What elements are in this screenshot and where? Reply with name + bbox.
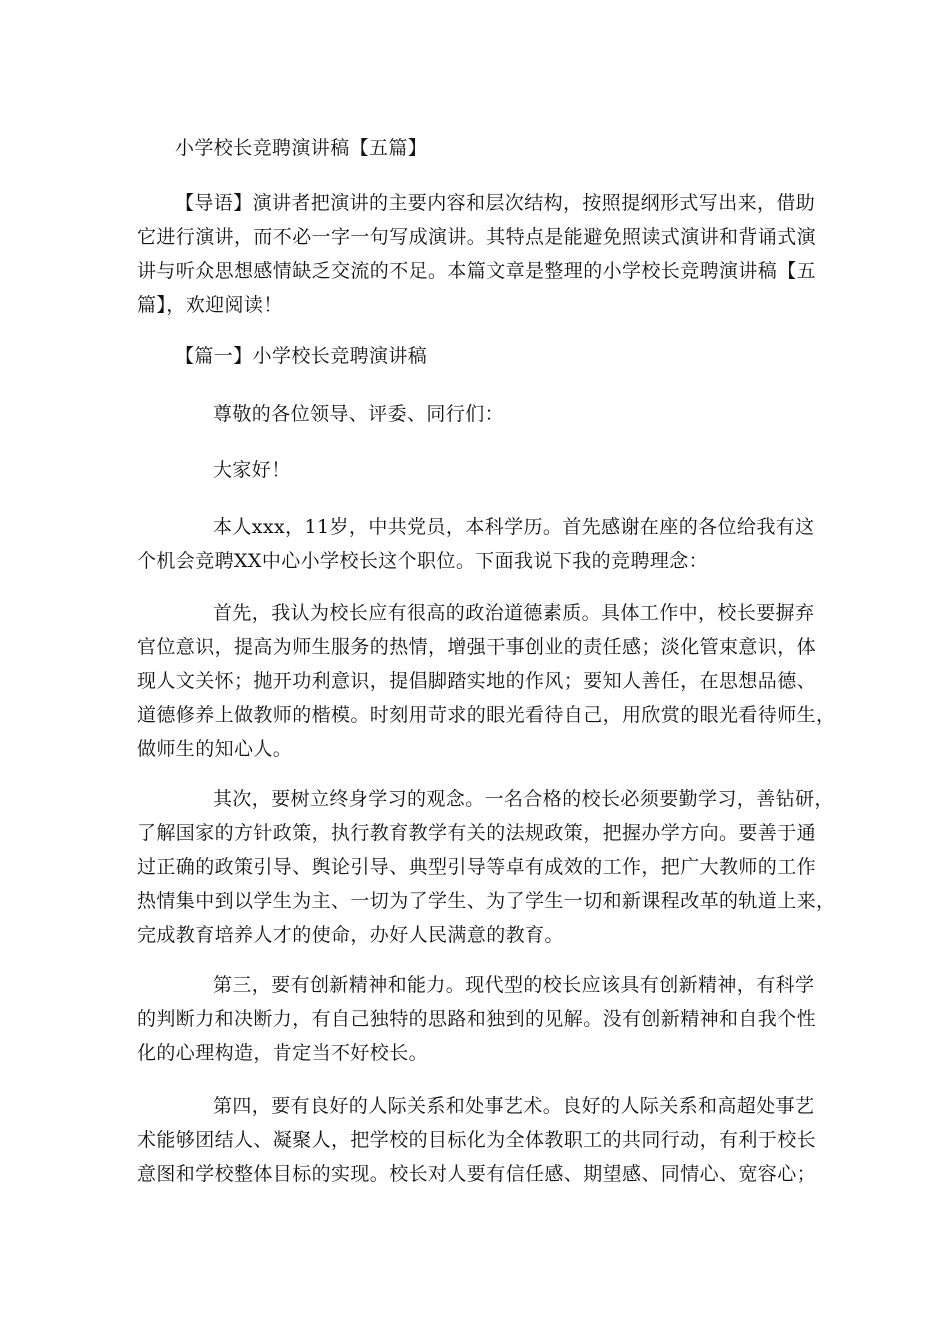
paragraph-line: 本人xxx，11岁，中共党员，本科学历。首先感谢在座的各位给我有这 [213, 516, 815, 538]
self-intro-paragraph [137, 510, 817, 578]
paragraph-line: 官位意识，提高为师生服务的热情，增强干事创业的责任感；淡化管束意识，体 [137, 636, 817, 658]
section-heading [175, 339, 855, 373]
paragraph-line: 其次，要树立终身学习的观念。一名合格的校长必须要勤学习，善钻研， [213, 788, 834, 810]
paragraph-line: 现人文关怀；抛开功利意识，提倡脚踏实地的作风；要知人善任，在思想品德、 [137, 670, 817, 692]
title-line: 小学校长竞聘演讲稿【五篇】 [175, 137, 428, 159]
first-point-paragraph [137, 596, 836, 766]
paragraph-line: 完成教育培养人才的使命，办好人民满意的教育。 [137, 924, 564, 946]
intro-line: 篇】，欢迎阅读！ [137, 294, 283, 316]
paragraph-line: 过正确的政策引导、舆论引导、典型引导等卓有成效的工作，把广大教师的工作 [137, 856, 817, 878]
second-point-paragraph [137, 782, 836, 952]
salutation [213, 397, 893, 431]
paragraph-line: 的判断力和决断力，有自己独特的思路和独到的见解。没有创新精神和自我个性 [137, 1008, 817, 1030]
paragraph-line: 道德修养上做教师的楷模。时刻用苛求的眼光看待自己，用欣赏的眼光看待师生， [137, 704, 836, 726]
paragraph-line: 化的心理构造，肯定当不好校长。 [137, 1042, 429, 1064]
paragraph-line: 首先，我认为校长应有很高的政治道德素质。具体工作中，校长要摒弃 [213, 602, 815, 624]
paragraph-line: 个机会竞聘XX中心小学校长这个职位。下面我说下我的竞聘理念： [137, 550, 709, 572]
third-point-paragraph [137, 968, 817, 1070]
paragraph-line: 第三，要有创新精神和能力。现代型的校长应该具有创新精神，有科学 [213, 974, 815, 996]
paragraph-line: 热情集中到以学生为主、一切为了学生、为了学生一切和新课程改革的轨道上来， [137, 890, 836, 912]
greeting-text: 大家好！ [213, 459, 291, 481]
salutation-text: 尊敬的各位领导、评委、同行们： [213, 403, 505, 425]
paragraph-line: 做师生的知心人。 [137, 738, 293, 760]
intro-paragraph [137, 186, 817, 322]
paragraph-line: 第四，要有良好的人际关系和处事艺术。良好的人际关系和高超处事艺 [213, 1095, 815, 1117]
intro-line: 讲与听众思想感情缺乏交流的不足。本篇文章是整理的小学校长竞聘演讲稿【五 [137, 260, 817, 282]
paragraph-line: 术能够团结人、凝聚人，把学校的目标化为全体教职工的共同行动，有利于校长 [137, 1129, 817, 1151]
intro-line: 【导语】演讲者把演讲的主要内容和层次结构，按照提纲形式写出来，借助 [175, 192, 816, 214]
paragraph-line: 意图和学校整体目标的实现。校长对人要有信任感、期望感、同情心、宽容心； [137, 1163, 817, 1185]
paragraph-line: 了解国家的方针政策，执行教育教学有关的法规政策，把握办学方向。要善于通 [137, 822, 817, 844]
section-heading-text: 【篇一】小学校长竞聘演讲稿 [175, 345, 428, 367]
fourth-point-paragraph [137, 1089, 817, 1191]
intro-line: 它进行演讲，而不必一字一句写成演讲。其特点是能避免照读式演讲和背诵式演 [137, 226, 817, 248]
document-title [175, 131, 775, 165]
greeting [213, 453, 893, 487]
